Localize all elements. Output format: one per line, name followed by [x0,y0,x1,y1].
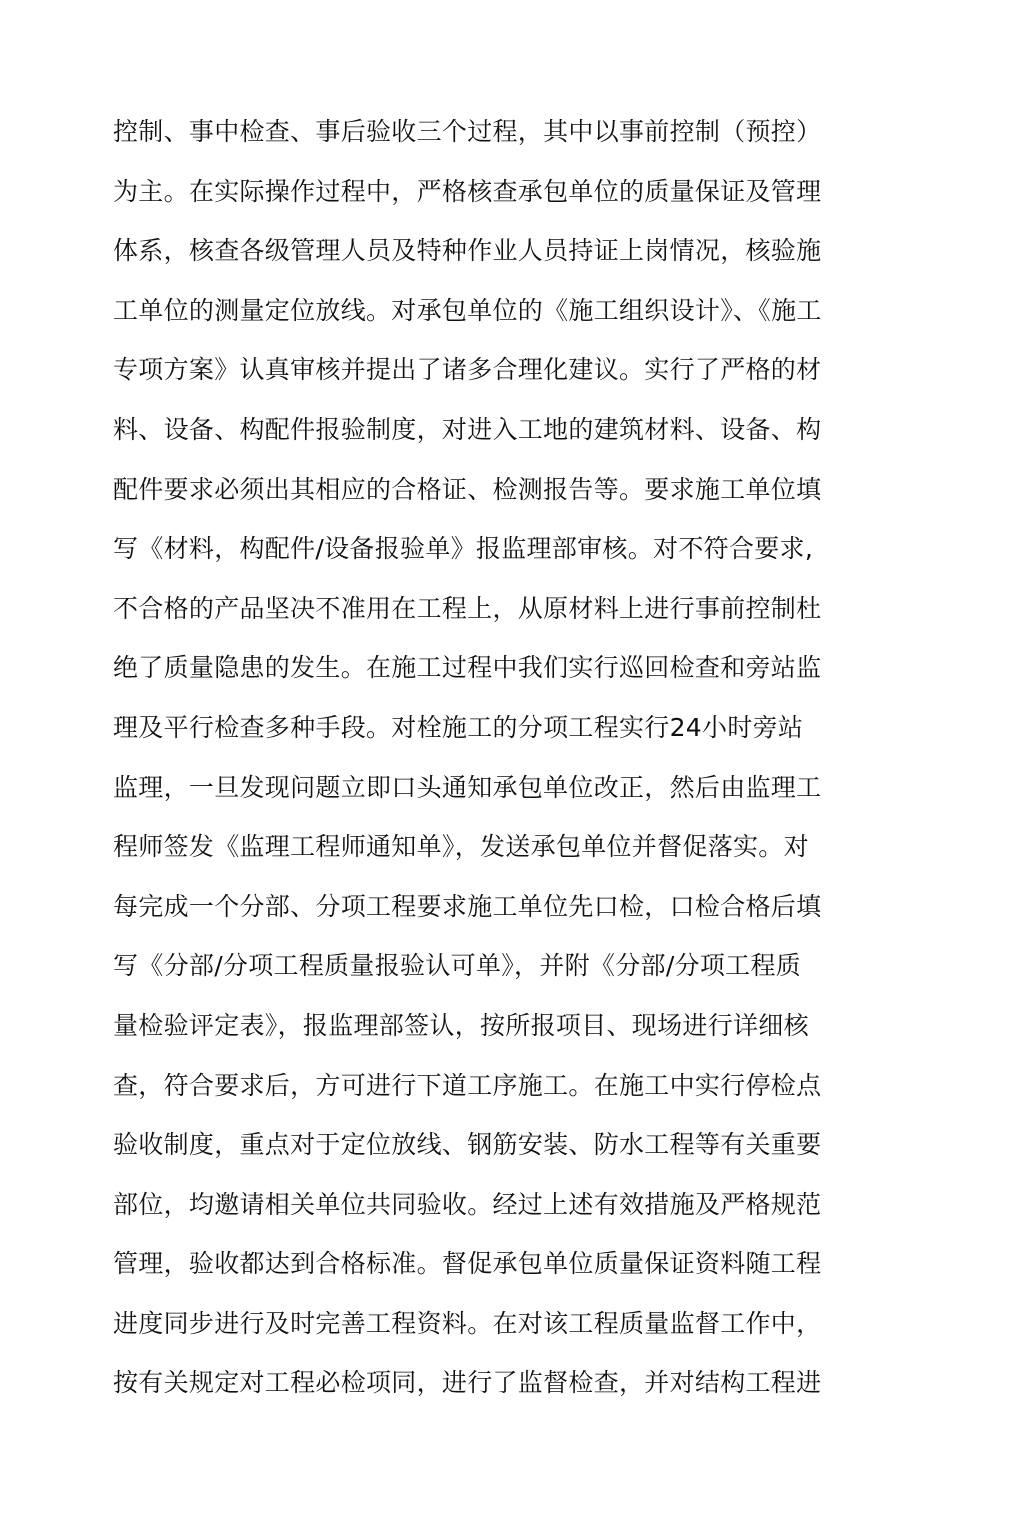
text-line: 部位，均邀请相关单位共同验收。经过上述有效措施及严格规范 [113,1189,822,1219]
text-line: 配件要求必须出其相应的合格证、检测报告等。要求施工单位填 [113,474,822,504]
text-line: 按有关规定对工程必检项同，进行了监督检查，并对结构工程进 [113,1368,822,1398]
text-line: 控制、事中检查、事后验收三个过程，其中以事前控制（预控） [113,117,822,146]
text-line: 为主。在实际操作过程中，严格核查承包单位的质量保证及管理 [113,176,822,206]
text-line: 不合格的产品坚决不准用在工程上，从原材料上进行事前控制杜 [113,593,822,623]
text-line: 绝了质量隐患的发生。在施工过程中我们实行巡回检查和旁站监 [113,653,822,683]
text-line: 验收制度，重点对于定位放线、钢筋安装、防水工程等有关重要 [113,1130,822,1160]
text-line: 专项方案》认真审核并提出了诸多合理化建议。实行了严格的材 [113,355,822,385]
body-text [113,108,913,1419]
text-line: 理及平行检查多种手段。对栓施工的分项工程实行24小时旁站 [113,712,804,742]
text-line: 监理，一旦发现问题立即口头通知承包单位改正，然后由监理工 [113,772,822,802]
text-line: 工单位的测量定位放线。对承包单位的《施工组织设计》、《施工 [113,295,822,325]
text-line: 每完成一个分部、分项工程要求施工单位先口检，口检合格后填 [113,891,822,921]
text-line: 料、设备、构配件报验制度，对进入工地的建筑材料、设备、构 [113,414,822,444]
text-line: 查，符合要求后，方可进行下道工序施工。在施工中实行停检点 [113,1070,822,1100]
text-line: 体系，核查各级管理人员及特种作业人员持证上岗情况，核验施 [113,236,822,266]
text-line: 进度同步进行及时完善工程资料。在对该工程质量监督工作中， [113,1308,822,1338]
text-line: 写《材料，构配件/设备报验单》报监理部审核。对不符合要求, [113,534,814,564]
text-line: 量检验评定表》，报监理部签认，按所报项目、现场进行详细核 [113,1010,809,1040]
text-line: 管理，验收都达到合格标准。督促承包单位质量保证资料随工程 [113,1249,822,1279]
text-line: 写《分部/分项工程质量报验认可单》，并附《分部/分项工程质 [113,951,802,981]
text-line: 程师签发《监理工程师通知单》，发送承包单位并督促落实。对 [113,832,809,862]
